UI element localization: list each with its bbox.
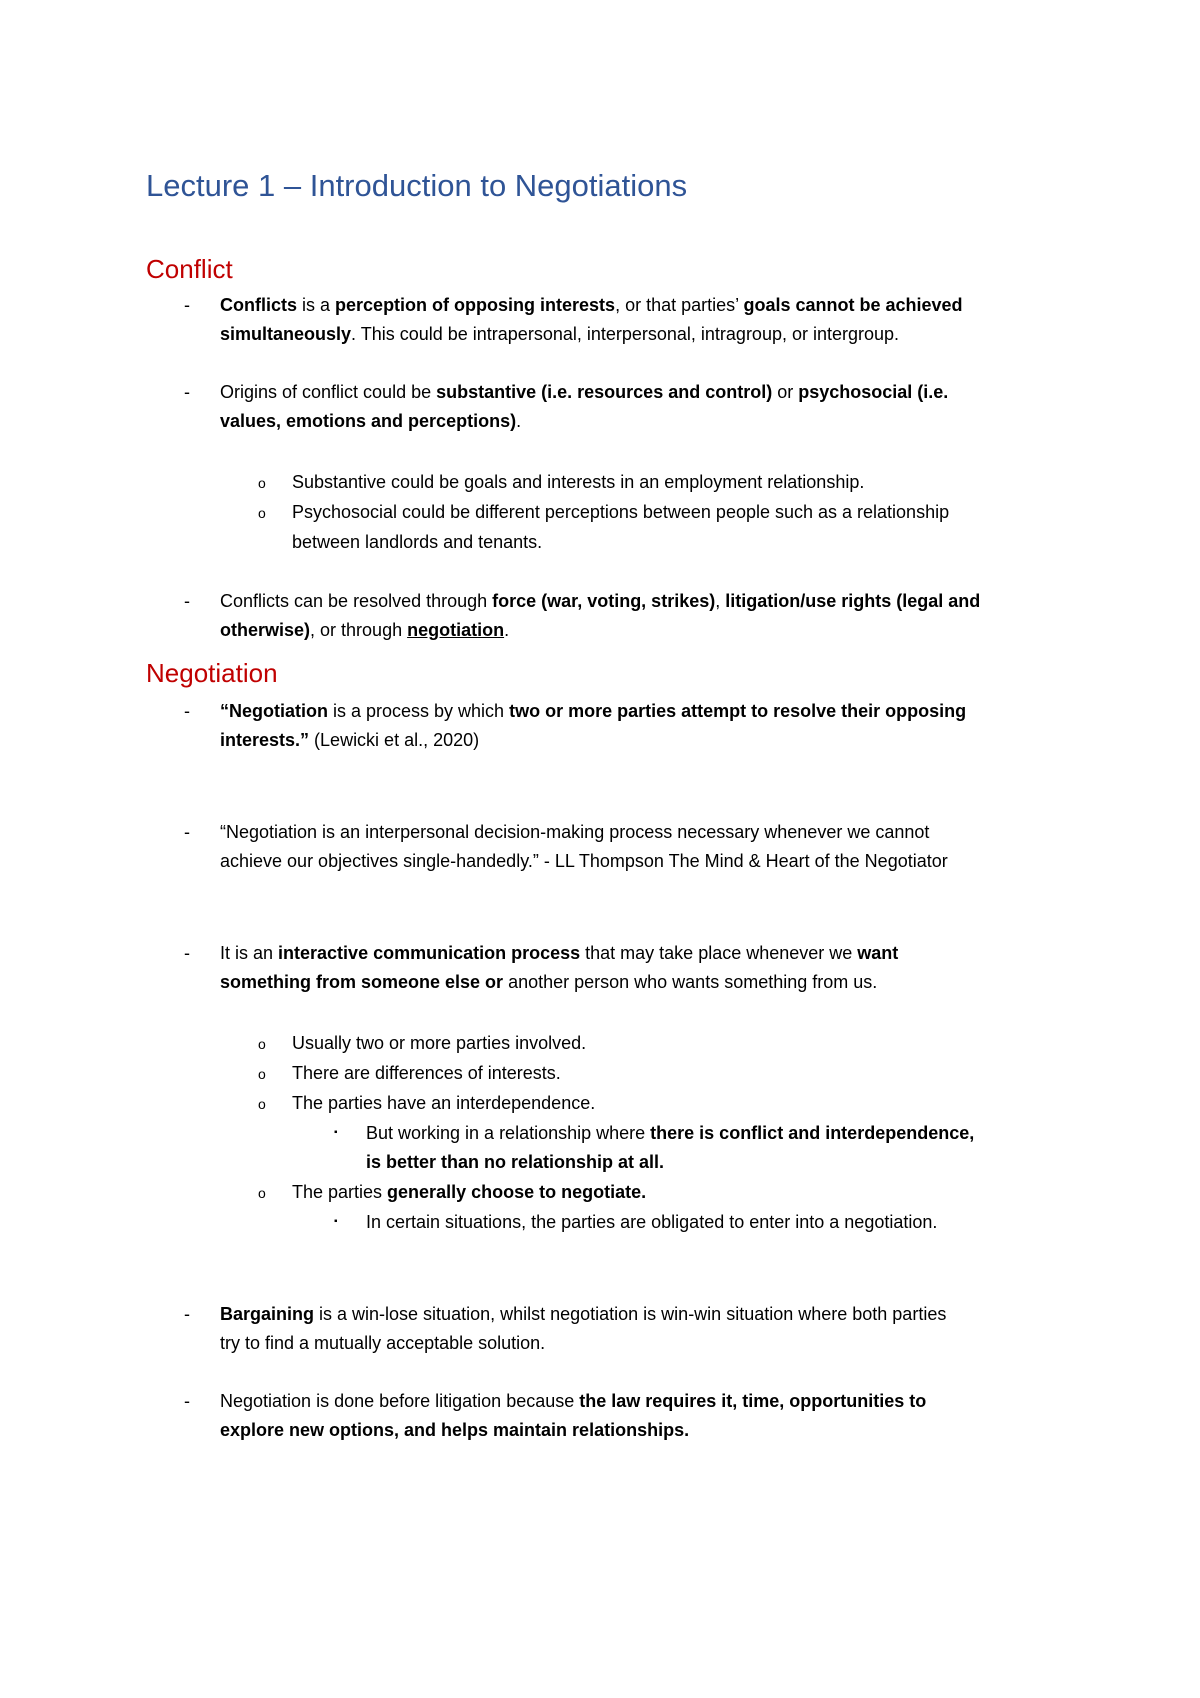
negotiation-p4-line2: try to find a mutually acceptable solution. [220, 1333, 546, 1353]
negotiation-q2-line1: “Negotiation is an interpersonal decision-making process necessary whenever we cannot [220, 822, 930, 842]
bullet-square: ▪ [334, 1216, 338, 1227]
bullet-circle: o [258, 1185, 266, 1201]
page-title: Lecture 1 – Introduction to Negotiations [146, 168, 688, 203]
bullet-dash: - [184, 1304, 190, 1324]
bullet-circle: o [258, 1096, 266, 1112]
negotiation-s2: There are differences of interests. [292, 1063, 561, 1083]
bullet-circle: o [258, 1066, 266, 1082]
negotiation-s1: Usually two or more parties involved. [292, 1033, 587, 1053]
negotiation-p5-line1: Negotiation is done before litigation because the law requires it, time, opportunities to [220, 1391, 927, 1411]
negotiation-term: negotiation [407, 620, 505, 640]
bullet-dash: - [184, 701, 190, 721]
conflict-sub2-line1: Psychosocial could be different perceptions between people such as a relationship [292, 502, 950, 522]
bullet-circle: o [258, 1036, 266, 1052]
section-heading-conflict: Conflict [146, 254, 233, 284]
conflict-p2-line2: values, emotions and perceptions). [220, 411, 522, 431]
negotiation-q2-line2: achieve our objectives single-handedly.” - LL Thompson The Mind & Heart of the Negotiator [220, 851, 948, 871]
conflict-p1-line1: Conflicts is a perception of opposing interests, or that parties’ goals cannot be achieved [220, 295, 963, 315]
conflict-sub2-line2: between landlords and tenants. [292, 532, 543, 552]
negotiation-p3-line1: It is an interactive communication process that may take place whenever we want [220, 943, 899, 963]
section-heading-negotiation: Negotiation [146, 658, 278, 688]
bullet-dash: - [184, 295, 190, 315]
conflict-sub1: Substantive could be goals and interests in an employment relationship. [292, 472, 865, 492]
negotiation-p3-line2: something from someone else or another person who wants something from us. [220, 972, 878, 992]
negotiation-p5-line2: explore new options, and helps maintain relationships. [220, 1420, 690, 1440]
negotiation-q1-line2: interests.” (Lewicki et al., 2020) [220, 730, 480, 750]
bullet-square: ▪ [334, 1127, 338, 1138]
bullet-circle: o [258, 505, 266, 521]
negotiation-s4sub: In certain situations, the parties are obligated to enter into a negotiation. [366, 1212, 938, 1232]
bullet-dash: - [184, 382, 190, 402]
conflict-p3-line1: Conflicts can be resolved through force (war, voting, strikes), litigation/use rights (legal and [220, 591, 981, 611]
negotiation-s4: The parties generally choose to negotiate. [292, 1182, 647, 1202]
bullet-dash: - [184, 822, 190, 842]
conflict-p2-line1: Origins of conflict could be substantive (i.e. resources and control) or psychosocial (i.e. [220, 382, 949, 402]
bullet-dash: - [184, 1391, 190, 1411]
bullet-dash: - [184, 943, 190, 963]
conflict-p1-line2: simultaneously. This could be intrapersonal, interpersonal, intragroup, or intergroup. [220, 324, 900, 344]
negotiation-q1-line1: “Negotiation is a process by which two or more parties attempt to resolve their opposing [220, 701, 967, 721]
negotiation-s3sub-line2: is better than no relationship at all. [366, 1152, 665, 1172]
bullet-dash: - [184, 591, 190, 611]
negotiation-s3: The parties have an interdependence. [292, 1093, 596, 1113]
negotiation-p4-line1: Bargaining is a win-lose situation, whilst negotiation is win-win situation where both parties [220, 1304, 947, 1324]
negotiation-s3sub-line1: But working in a relationship where there is conflict and interdependence, [366, 1123, 975, 1143]
conflict-p3-line2: otherwise), or through negotiation. [220, 620, 510, 640]
bullet-circle: o [258, 475, 266, 491]
